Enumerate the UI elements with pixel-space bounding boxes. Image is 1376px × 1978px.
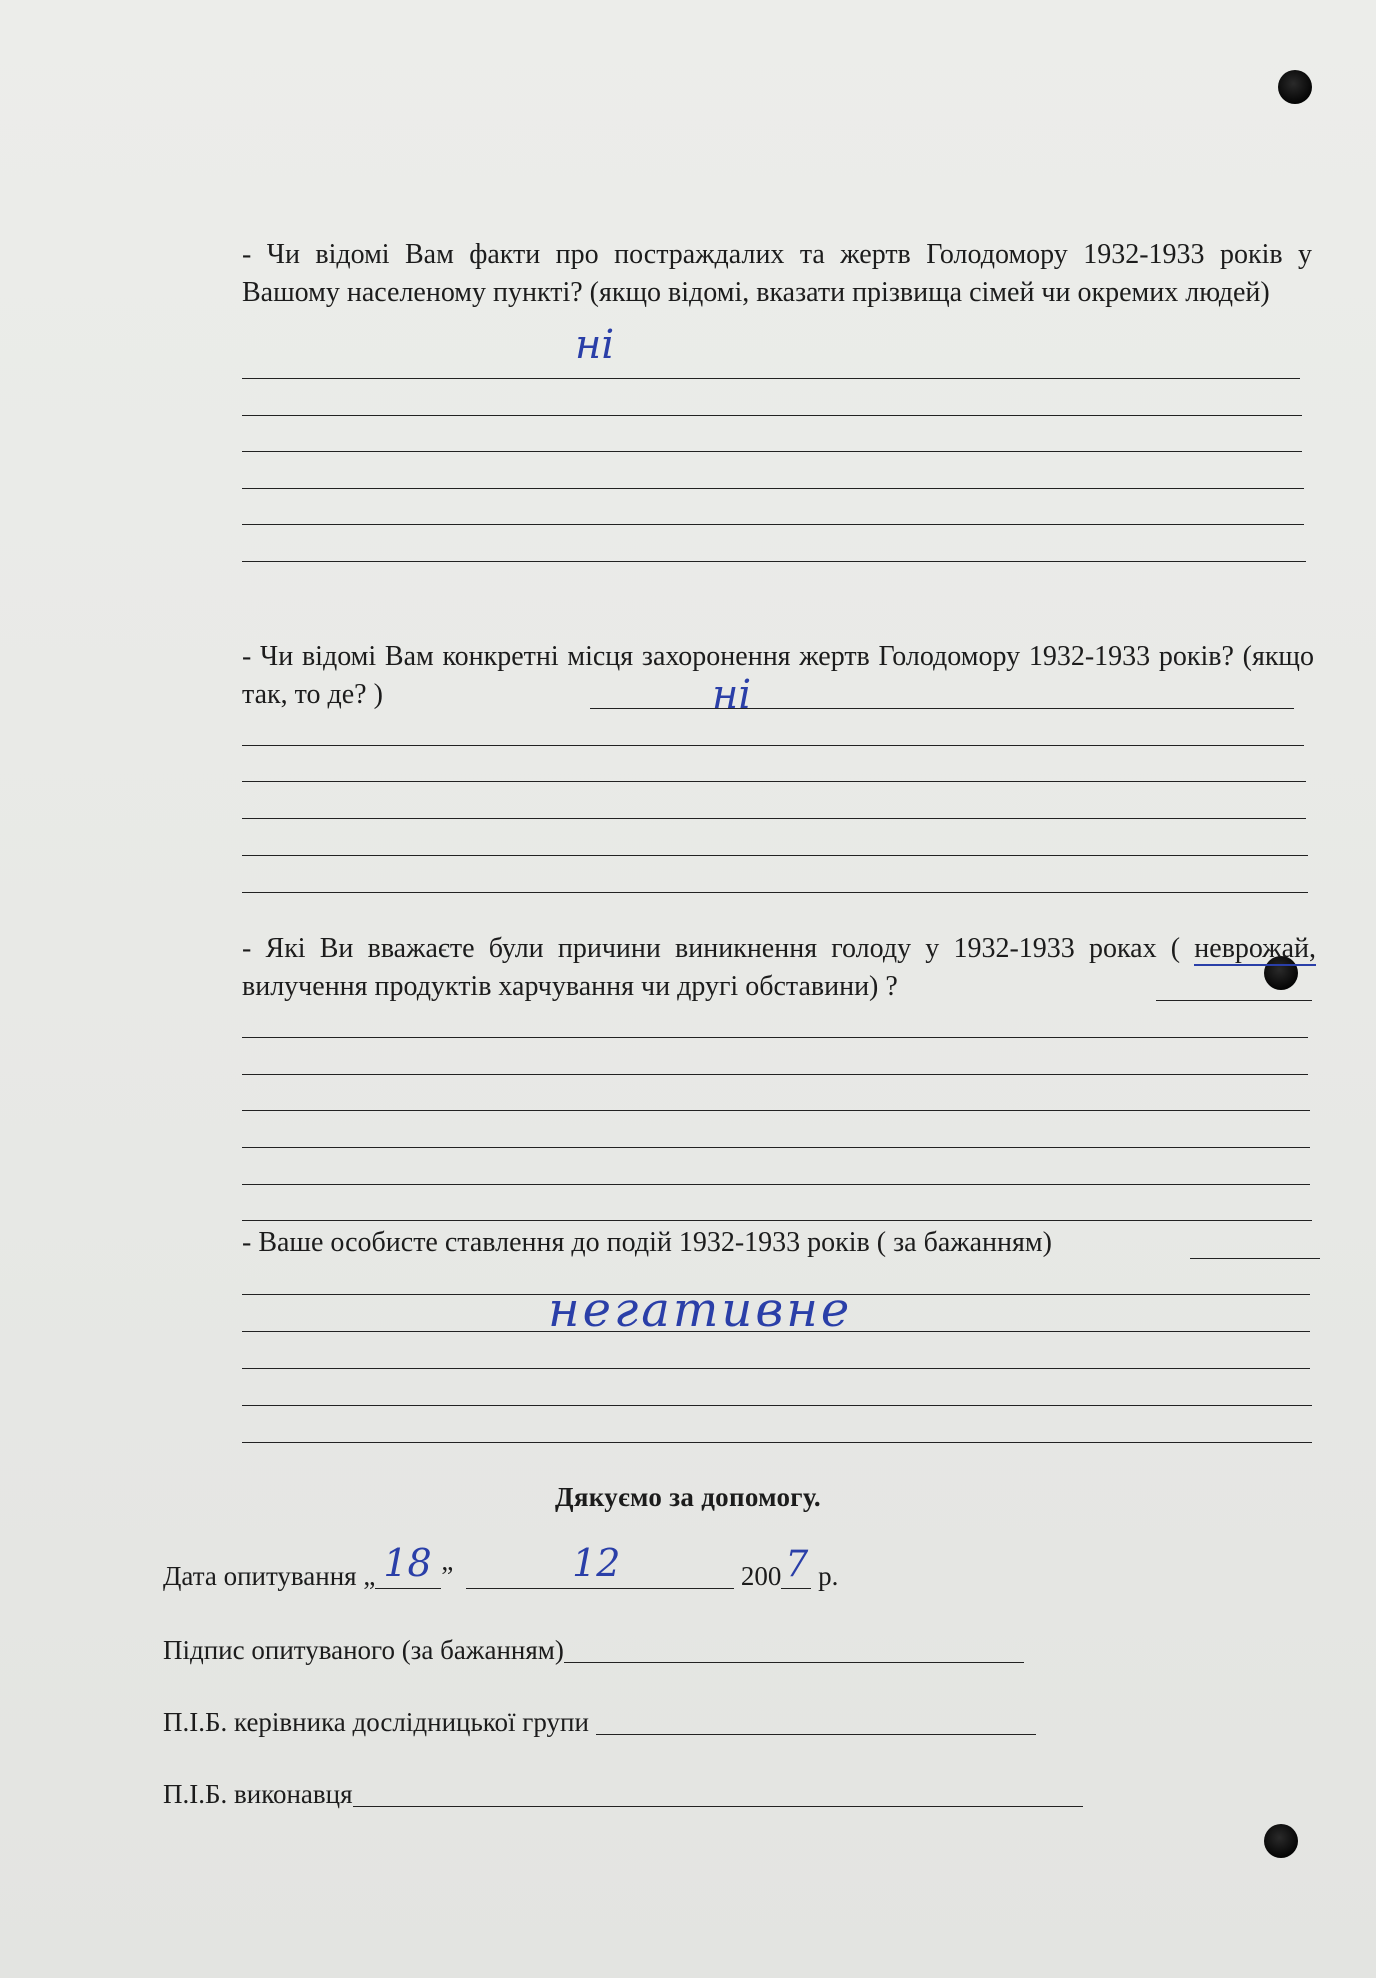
- date-day-slot: [375, 1541, 441, 1589]
- interview-date-field: [163, 1541, 839, 1593]
- thanks-heading: Дякуємо за допомогу.: [555, 1482, 821, 1512]
- answer-line: [1156, 1000, 1312, 1001]
- question-personal-attitude: [242, 1224, 1322, 1262]
- answer-line: [242, 855, 1308, 856]
- question-text-start: - Які Ви вважаєте були причини виникнення голоду у 1932-1933 роках (: [242, 933, 1195, 964]
- question-burial-places: [242, 638, 1314, 714]
- answer-line: [242, 1037, 1308, 1038]
- answer-line: [242, 524, 1304, 525]
- leader-line: [596, 1704, 1036, 1735]
- answer-line: [242, 488, 1304, 489]
- date-day: 18: [383, 1541, 432, 1585]
- answer-line: [242, 1368, 1310, 1369]
- answer-line: [242, 781, 1306, 782]
- date-year-slot: [781, 1544, 811, 1589]
- answer-line: [242, 1220, 1312, 1221]
- leader-label: П.І.Б. керівника дослідницької групи: [163, 1707, 589, 1737]
- question-text: - Ваше особисте ставлення до подій 1932-1933 років ( за бажанням): [242, 1227, 1052, 1258]
- respondent-signature-field: [163, 1632, 1024, 1667]
- answer-line: [242, 451, 1302, 452]
- answer-line: [242, 415, 1302, 416]
- question-victims-facts: [242, 236, 1312, 312]
- question-text: - Чи відомі Вам конкретні місця захоронення жертв Голодомору 1932-1933 років? (якщо так, то де? ): [242, 641, 1314, 710]
- executor-field: [163, 1776, 1083, 1811]
- answer-line: [242, 1442, 1312, 1443]
- underlined-option: неврожай,: [1194, 933, 1316, 964]
- handwritten-answer: ні: [712, 672, 752, 718]
- answer-line: [242, 1074, 1308, 1075]
- group-leader-field: [163, 1704, 1036, 1739]
- answer-line: [242, 892, 1308, 893]
- answer-line: [590, 708, 1294, 709]
- signature-label: Підпис опитуваного (за бажанням): [163, 1635, 564, 1665]
- date-closing-quote: ”: [441, 1561, 454, 1591]
- punch-hole-bottom: [1264, 1824, 1298, 1858]
- answer-line: [242, 818, 1306, 819]
- date-suffix: р.: [818, 1561, 839, 1591]
- answer-line: [242, 1110, 1310, 1111]
- signature-line: [564, 1632, 1024, 1663]
- date-month-slot: [466, 1541, 734, 1589]
- date-label: Дата опитування „: [163, 1561, 376, 1591]
- question-text: - Чи відомі Вам факти про постраждалих та жертв Голодомору 1932-1933 років у Вашому населеному пункті? (якщо відомі, вказати прізвища сімей чи окремих людей): [242, 239, 1312, 308]
- handwritten-answer: ні: [575, 322, 615, 368]
- answer-line: [242, 561, 1306, 562]
- date-year-prefix: 200: [740, 1561, 782, 1591]
- handwritten-answer: негативне: [548, 1282, 853, 1338]
- answer-line: [242, 1147, 1310, 1148]
- question-text-end: вилучення продуктів харчування чи другі обставини) ?: [242, 971, 898, 1002]
- answer-line: [1190, 1258, 1320, 1259]
- executor-line: [353, 1776, 1083, 1807]
- answer-line: [242, 1184, 1310, 1185]
- date-month: 12: [572, 1541, 621, 1585]
- executor-label: П.І.Б. виконавця: [163, 1779, 353, 1809]
- answer-line: [242, 745, 1304, 746]
- date-year-digit: 7: [785, 1544, 809, 1585]
- punch-hole-top: [1278, 70, 1312, 104]
- question-famine-causes: [242, 930, 1316, 1006]
- answer-line: [242, 1405, 1312, 1406]
- answer-line: [242, 378, 1300, 379]
